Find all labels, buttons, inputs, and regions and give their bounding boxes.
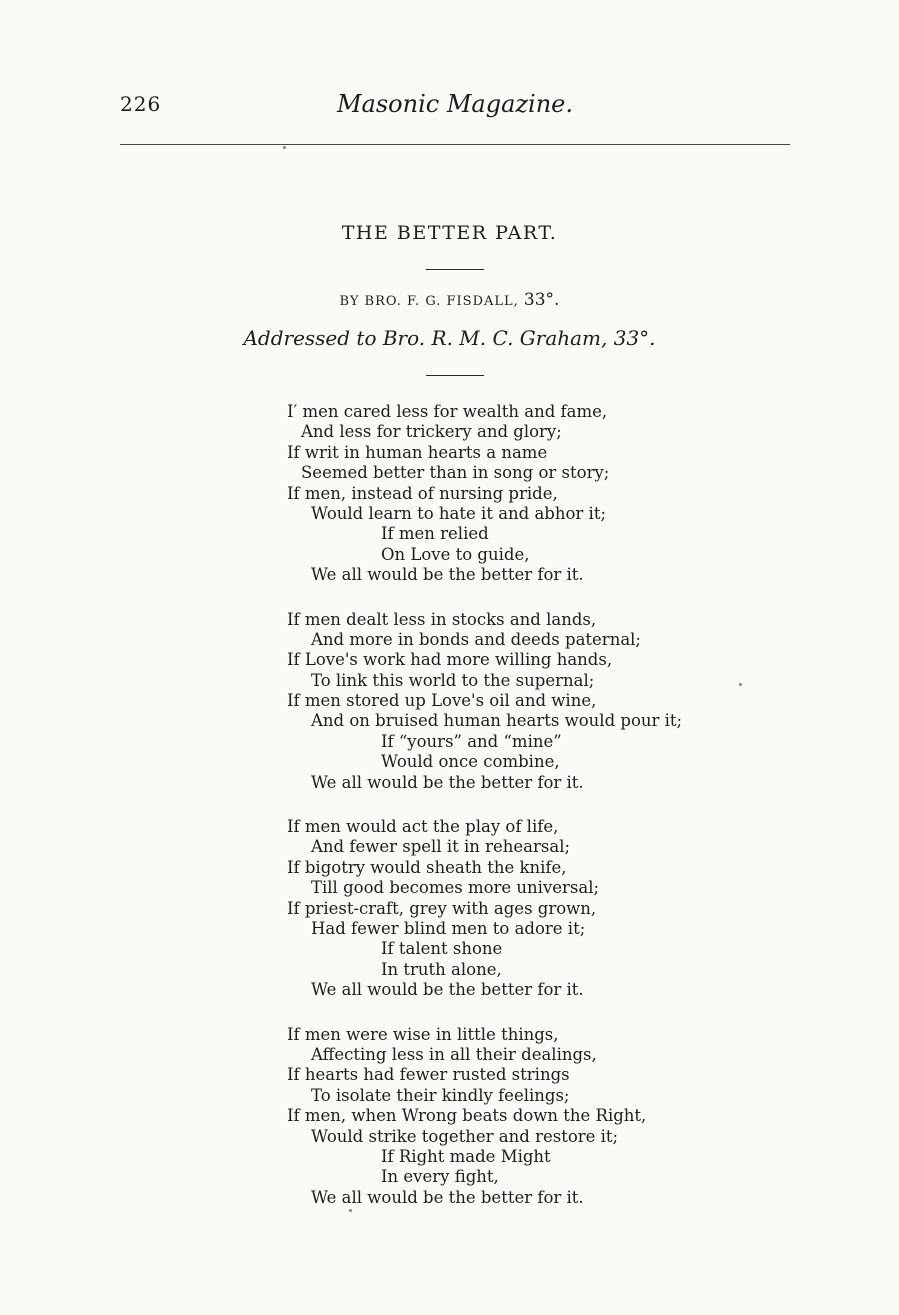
poem-line: If men dealt less in stocks and lands,: [287, 609, 597, 629]
paper-speck: [283, 146, 286, 149]
poem-line: In truth alone,: [381, 959, 502, 979]
poem-line: We all would be the better for it.: [311, 772, 584, 792]
poem-line: We all would be the better for it.: [311, 980, 584, 1000]
journal-title: Masonic Magazine.: [336, 90, 573, 118]
byline: [0, 290, 899, 310]
poem-line: In every fight,: [381, 1167, 499, 1187]
title-divider: [426, 269, 484, 270]
stanza: [287, 402, 807, 586]
poem-line: I′ men cared less for wealth and fame,: [287, 402, 608, 421]
poem-line: Till good becomes more universal;: [311, 878, 600, 898]
poem-line: On Love to guide,: [381, 544, 530, 564]
poem-line: If men would act the play of life,: [287, 817, 559, 837]
poem-line: Seemed better than in song or story;: [301, 463, 610, 483]
poem-line: And on bruised human hearts would pour it;: [311, 711, 683, 731]
poem-line: If “yours” and “mine”: [381, 731, 562, 751]
poem-line: We all would be the better for it.: [311, 1187, 584, 1207]
poem-line: If Right made Might: [381, 1146, 551, 1166]
poem-line: And fewer spell it in rehearsal;: [311, 837, 571, 857]
poem-line: Affecting less in all their dealings,: [311, 1044, 597, 1064]
stanza: [287, 610, 807, 794]
poem-line: And more in bonds and deeds paternal;: [311, 629, 641, 649]
poem-line: If men stored up Love's oil and wine,: [287, 691, 597, 711]
paper-speck: [739, 683, 742, 686]
poem-body: [287, 402, 807, 1232]
poem-line: To isolate their kindly feelings;: [311, 1085, 570, 1105]
poem-line: If talent shone: [381, 939, 503, 959]
poem-line: Would strike together and restore it;: [311, 1126, 619, 1146]
poem-line: If Love's work had more willing hands,: [287, 650, 613, 670]
paper-speck: [349, 1209, 352, 1212]
poem-title: THE BETTER PART.: [341, 222, 558, 244]
poem-line: If hearts had fewer rusted strings: [287, 1065, 570, 1085]
dedication-divider: [426, 375, 484, 376]
running-head: [120, 92, 790, 122]
poem-line: Would once combine,: [381, 752, 560, 772]
dedication: Addressed to Bro. R. M. C. Graham, 33°.: [243, 326, 656, 350]
poem-line: If writ in human hearts a name: [287, 442, 548, 462]
poem-line: If men, instead of nursing pride,: [287, 483, 558, 503]
poem-line: If men relied: [381, 524, 489, 544]
poem-line: If men, when Wrong beats down the Right,: [287, 1106, 647, 1126]
byline-author: BY BRO. F. G. FISDALL,: [339, 294, 519, 309]
stanza: [287, 817, 807, 1001]
page-number: 226: [120, 92, 162, 116]
poem-line: We all would be the better for it.: [311, 565, 584, 585]
poem-line: And less for trickery and glory;: [301, 422, 562, 442]
poem-line: Had fewer blind men to adore it;: [311, 918, 586, 938]
poem-line: If men were wise in little things,: [287, 1024, 559, 1044]
poem-line: To link this world to the supernal;: [311, 670, 595, 690]
poem-line: If priest-craft, grey with ages grown,: [287, 898, 597, 918]
header-rule: [120, 144, 790, 145]
stanza: [287, 1025, 807, 1209]
poem-line: Would learn to hate it and abhor it;: [311, 503, 607, 523]
poem-line: If bigotry would sheath the knife,: [287, 857, 567, 877]
byline-degree: 33°.: [523, 290, 560, 310]
